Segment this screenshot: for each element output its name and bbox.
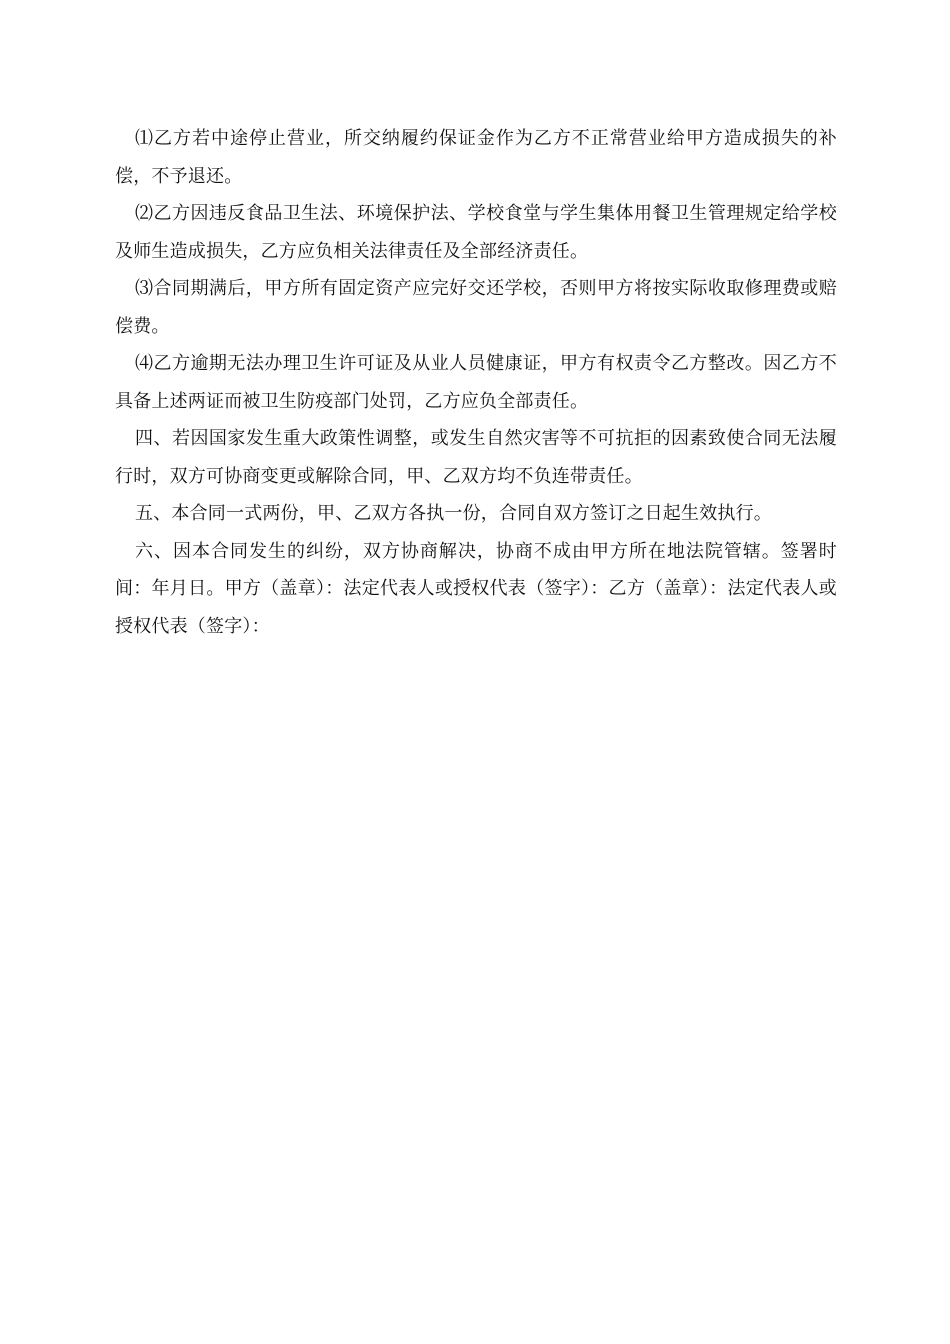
clause-3-paragraph: ⑶合同期满后，甲方所有固定资产应完好交还学校，否则甲方将按实际收取修理费或赔偿费。 [115,278,837,337]
clause-4-paragraph: ⑷乙方逾期无法办理卫生许可证及从业人员健康证，甲方有权责令乙方整改。因乙方不具备上述两证而被卫生防疫部门处罚，乙方应负全部责任。 [115,353,837,412]
section-4-paragraph: 四、若因国家发生重大政策性调整，或发生自然灾害等不可抗拒的因素致使合同无法履行时，双方可协商变更或解除合同，甲、乙双方均不负连带责任。 [115,428,837,487]
section-6-signature-paragraph: 六、因本合同发生的纠纷，双方协商解决，协商不成由甲方所在地法院管辖。签署时间：年月日。甲方（盖章）：法定代表人或授权代表（签字）：乙方（盖章）：法定代表人或授权代表（签字）： [115,540,837,637]
section-5-paragraph: 五、本合同一式两份，甲、乙双方各执一份，合同自双方签订之日起生效执行。 [135,503,772,524]
clause-1-paragraph: ⑴乙方若中途停止营业，所交纳履约保证金作为乙方不正常营业给甲方造成损失的补偿，不予退还。 [115,128,837,187]
clause-2-paragraph: ⑵乙方因违反食品卫生法、环境保护法、学校食堂与学生集体用餐卫生管理规定给学校及师生造成损失，乙方应负相关法律责任及全部经济责任。 [115,203,837,262]
document-body [115,120,837,645]
